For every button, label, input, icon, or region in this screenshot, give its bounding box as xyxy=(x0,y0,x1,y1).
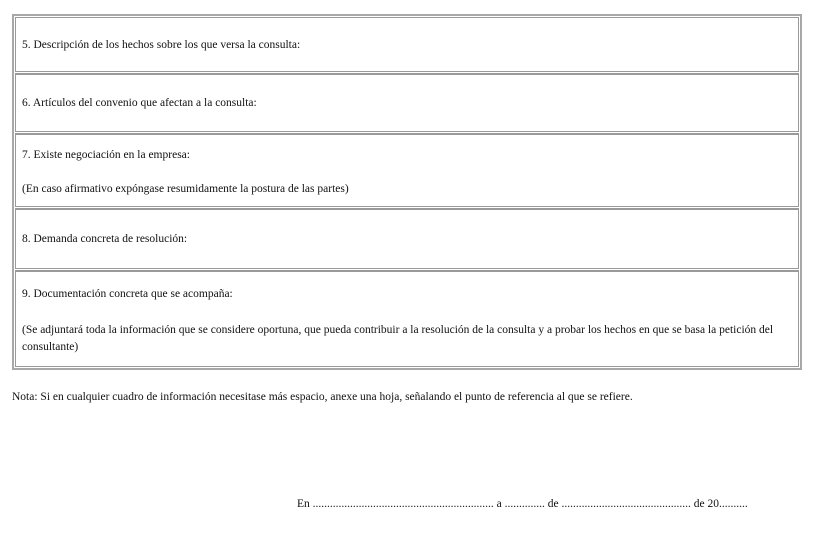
signature-date-line[interactable]: En ............................................................... a .............. de ............................................. de 20.......... xyxy=(297,498,748,510)
form-item-9-documentation[interactable] xyxy=(15,270,799,367)
form-item-6-label: 6. Artículos del convenio que afectan a la consulta: xyxy=(22,97,257,109)
form-item-7-hint: (En caso afirmativo expóngase resumidamente la postura de las partes) xyxy=(22,183,349,195)
form-item-6-articles[interactable] xyxy=(15,73,799,132)
form-item-9-hint: (Se adjuntará toda la información que se considere oportuna, que pueda contribuir a la resolución de la consulta y a probar los hechos en que se basa la petición del consultante) xyxy=(22,324,774,353)
form-item-5-description[interactable] xyxy=(15,17,799,72)
footnote: Nota: Si en cualquier cuadro de información necesitase más espacio, anexe una hoja, señalando el punto de referencia al que se refiere. xyxy=(12,391,633,403)
form-item-5-label: 5. Descripción de los hechos sobre los que versa la consulta: xyxy=(22,39,301,51)
form-item-8-resolution-request[interactable] xyxy=(15,208,799,269)
form-item-7-label: 7. Existe negociación en la empresa: xyxy=(22,149,190,161)
consultation-form-table xyxy=(12,14,802,370)
form-item-7-negotiation[interactable] xyxy=(15,133,799,207)
form-item-9-label: 9. Documentación concreta que se acompaña: xyxy=(22,288,233,300)
form-item-8-label: 8. Demanda concreta de resolución: xyxy=(22,233,188,245)
